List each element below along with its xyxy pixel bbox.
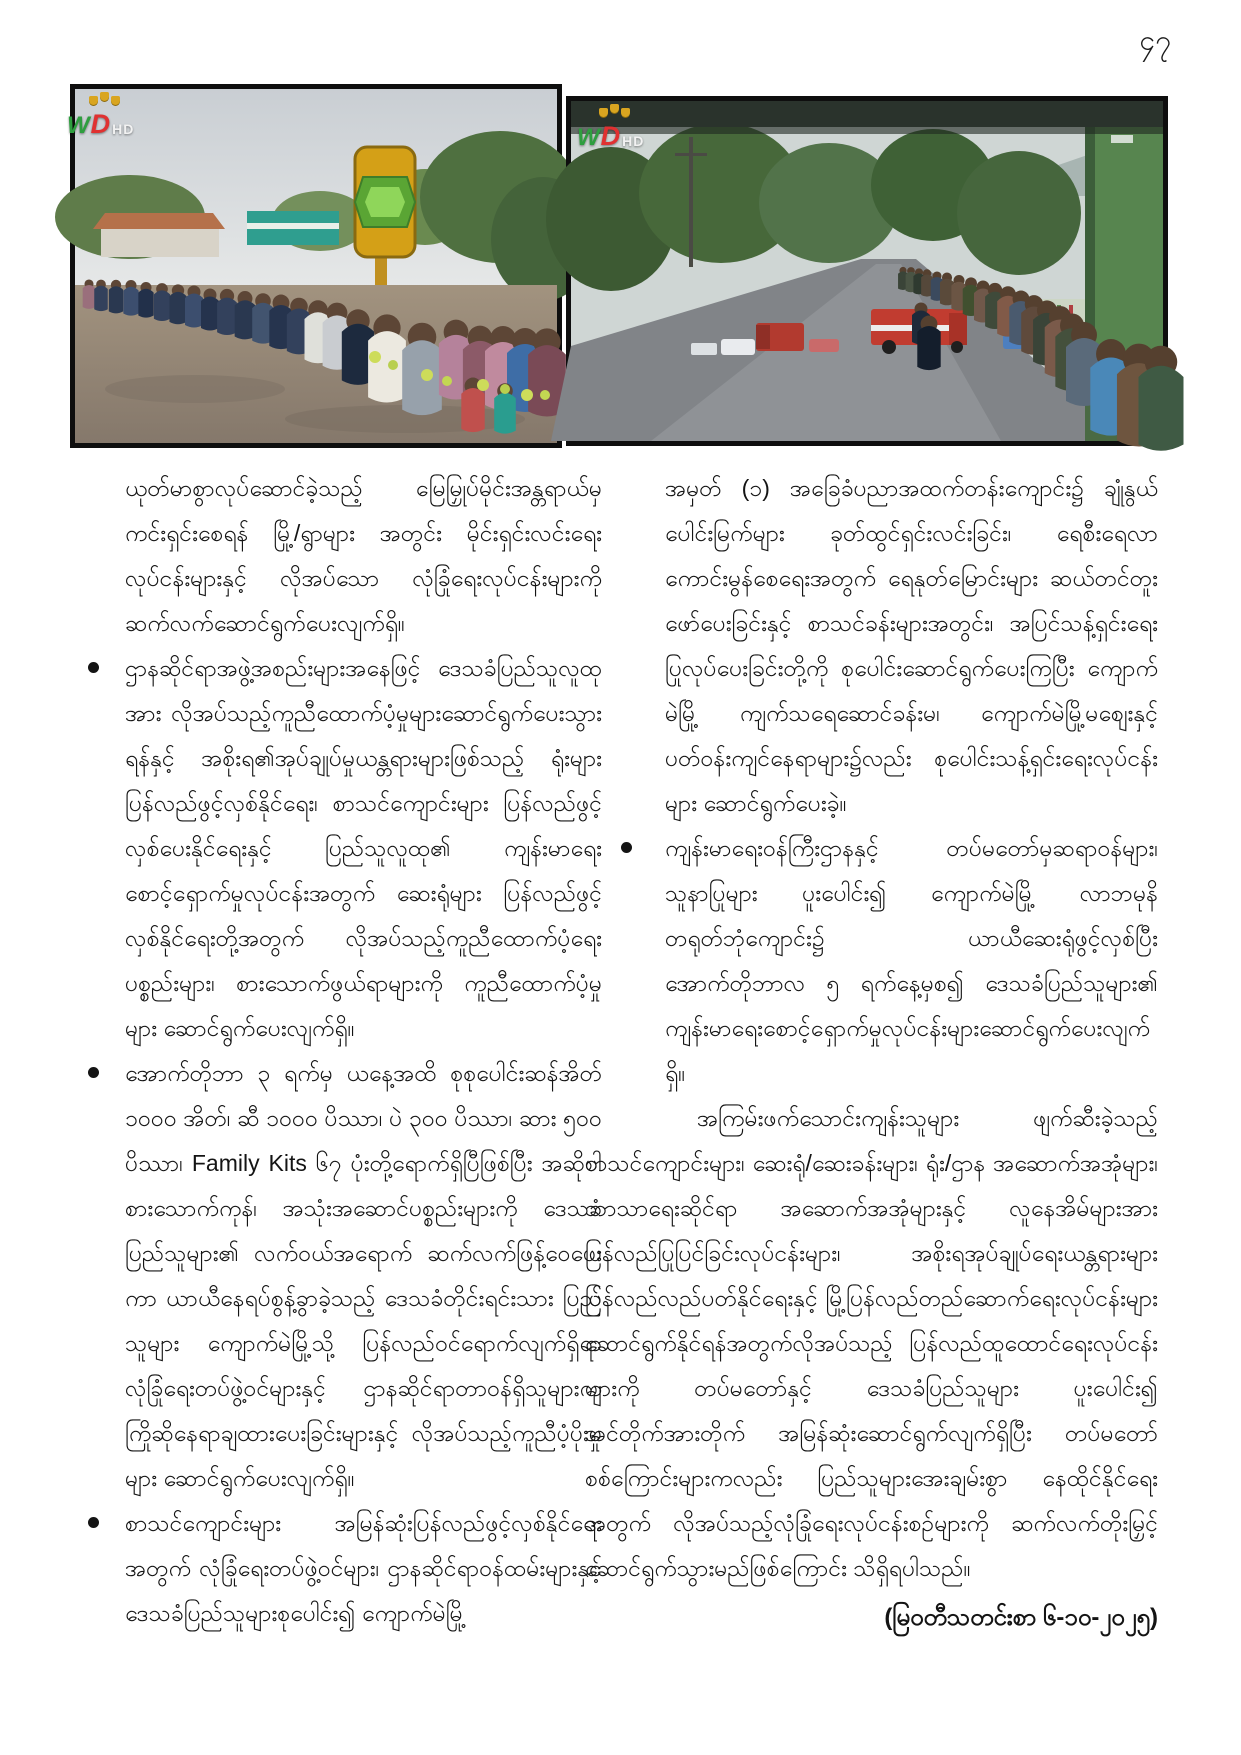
source-attribution: (မြဝတီသတင်းစာ ၆-၁၀-၂၀၂၅) xyxy=(884,1604,1158,1631)
bullet-icon xyxy=(88,1067,99,1078)
bullet-icon xyxy=(88,662,99,673)
logo-letter-w: W xyxy=(67,112,90,139)
bullet-item xyxy=(85,1501,602,1636)
photo-left xyxy=(67,84,562,448)
paragraph-continued: ယုတ်မာစွာလုပ်ဆောင်ခဲ့သည့် မြေမြှုပ်မိုင်းအန္တရာယ်မှ ကင်းရှင်းစေရန် မြို့/ရွာများ အတွင်း မိုင်းရှင်းလင်းရေး လုပ်ငန်းများနှင့် လိုအပ်သော လုံခြုံရေးလုပ်ငန်းများကို ဆက်လက်ဆောင်ရွက်ပေးလျက်ရှိ။ xyxy=(125,475,602,636)
logo-letter-hd: HD xyxy=(622,133,645,149)
bullet-text: ဌာနဆိုင်ရာအဖွဲ့အစည်းများအနေဖြင့် ဒေသခံပြည်သူလူထုအား လိုအပ်သည့်ကူညီထောက်ပံ့မှုများဆောင်ရွက်ပေးသွားရန်နှင့် အစိုးရ၏အုပ်ချုပ်မှုယန္တရားများဖြစ်သည့် ရုံးများပြန်လည်ဖွင့်လှစ်နိုင်ရေး၊ စာသင်ကျောင်းများ ပြန်လည်ဖွင့်လှစ်ပေးနိုင်ရေးနှင့် ပြည်သူလူထု၏ ကျန်းမာရေးစောင့်ရှောက်မှုလုပ်ငန်းအတွက် ဆေးရုံများ ပြန်လည်ဖွင့်လှစ်နိုင်ရေးတို့အတွက် လိုအပ်သည့်ကူညီထောက်ပံ့ရေးပစ္စည်းများ၊ စားသောက်ဖွယ်ရာများကို ကူညီထောက်ပံ့မှုများ ဆောင်ရွက်ပေးလျက်ရှိ။ xyxy=(125,655,602,1041)
photo-left-scene xyxy=(75,89,557,443)
bullet-item xyxy=(85,1051,602,1501)
logo-letter-w: W xyxy=(577,124,600,151)
logo-letter-d: D xyxy=(600,121,621,151)
bullet-continuation-text: အမှတ် (၁) အခြေခံပညာအထက်တန်းကျောင်း၌ ချုံနွယ်ပေါင်းမြက်များ ခုတ်ထွင်ရှင်းလင်းခြင်း၊ ရေစီးရေလာကောင်းမွန်စေရေးအတွက် ရေနုတ်မြောင်းများ ဆယ်တင်တူးဖော်ပေးခြင်းနှင့် စာသင်ခန်းများအတွင်း၊ အပြင်သန့်ရှင်းရေးပြုလုပ်ပေးခြင်းတို့ကို စုပေါင်းဆောင်ရွက်ပေးကြပြီး ကျောက်မဲမြို့ ကျက်သရေဆောင်ခန်းမ၊ ကျောက်မဲမြို့မစျေးနှင့် ပတ်ဝန်းကျင်နေရာများ၌လည်း စုပေါင်းသန့်ရှင်းရေးလုပ်ငန်းများ ဆောင်ရွက်ပေးခဲ့။ xyxy=(665,475,1158,816)
bullet-text: ကျန်းမာရေးဝန်ကြီးဌာနနှင့် တပ်မတော်မှဆရာဝန်များ၊ သူနာပြုများ ပူးပေါင်း၍ ကျောက်မဲမြို့ လာဘမုနိ တရုတ်ဘုံကျောင်း၌ ယာယီဆေးရုံဖွင့်လှစ်ပြီး အောက်တိုဘာလ ၅ ရက်နေ့မှစ၍ ဒေသခံပြည်သူများ၏ ကျန်းမာရေးစောင့်ရှောက်မှုလုပ်ငန်းများဆောင်ရွက်ပေးလျက်ရှိ။ xyxy=(665,835,1158,1086)
photo-right-scene xyxy=(571,101,1163,441)
bullet-item xyxy=(585,826,1158,1096)
bullet-icon xyxy=(88,1517,99,1528)
bullet-text: အောက်တိုဘာ ၃ ရက်မှ ယနေ့အထိ စုစုပေါင်းဆန်အိတ် ၁၀၀၀ အိတ်၊ ဆီ ၁၀၀၀ ပိဿာ၊ ပဲ ၃၀၀ ပိဿာ၊ ဆား ၅၀၀ ပိဿာ၊ Family Kits ၆၇ ပုံးတို့ရောက်ရှိပြီဖြစ်ပြီး အဆိုပါစားသောက်ကုန်၊ အသုံးအဆောင်ပစ္စည်းများကို ဒေသခံပြည်သူများ၏ လက်ဝယ်အရောက် ဆက်လက်ဖြန့်ဝေပေးကာ ယာယီနေရပ်စွန့်ခွာခဲ့သည့် ဒေသခံတိုင်းရင်းသား ပြည်သူများ ကျောက်မဲမြို့သို့ ပြန်လည်ဝင်ရောက်လျက်ရှိရာ လုံခြုံရေးတပ်ဖွဲ့ဝင်များနှင့် ဌာနဆိုင်ရာတာဝန်ရှိသူများက ကြိုဆိုနေရာချထားပေးခြင်းများနှင့် လိုအပ်သည့်ကူညီပံ့ပိုးမှုများ ဆောင်ရွက်ပေးလျက်ရှိ။ xyxy=(125,1060,602,1491)
article-column-left xyxy=(85,466,602,1636)
logo-letter-hd: HD xyxy=(112,121,135,137)
bullet-text: စာသင်ကျောင်းများ အမြန်ဆုံးပြန်လည်ဖွင့်လှစ်နိုင်ရေးအတွက် လုံခြုံရေးတပ်ဖွဲ့ဝင်များ၊ ဌာနဆိုင်ရာဝန်ထမ်းများနှင့် ဒေသခံပြည်သူများစုပေါင်း၍ ကျောက်မဲမြို့ xyxy=(125,1510,602,1626)
bullet-item xyxy=(85,646,602,1051)
logo-letter-d: D xyxy=(90,109,111,139)
bullet-icon xyxy=(621,842,632,853)
page-number: ၄၇ xyxy=(1139,25,1171,56)
photo-right xyxy=(566,96,1168,446)
closing-paragraph: အကြမ်းဖက်သောင်းကျန်းသူများ ဖျက်ဆီးခဲ့သည့် စာသင်ကျောင်းများ၊ ဆေးရုံ/ဆေးခန်းများ၊ ရုံး/ဌာန အဆောက်အအုံများ၊ ဘာသာရေးဆိုင်ရာ အဆောက်အအုံများနှင့် လူနေအိမ်များအား ပြန်လည်ပြုပြင်ခြင်းလုပ်ငန်းများ၊ အစိုးရအုပ်ချုပ်ရေးယန္တရားများ ပြန်လည်လည်ပတ်နိုင်ရေးနှင့် မြို့ပြန်လည်တည်ဆောက်ရေးလုပ်ငန်းများ ဆောင်ရွက်နိုင်ရန်အတွက်လိုအပ်သည့် ပြန်လည်ထူထောင်ရေးလုပ်ငန်းများကို တပ်မတော်နှင့် ဒေသခံပြည်သူများ ပူးပေါင်း၍ အင်တိုက်အားတိုက် အမြန်ဆုံးဆောင်ရွက်လျက်ရှိပြီး တပ်မတော်စစ်ကြောင်းများကလည်း ပြည်သူများအေးချမ်းစွာ နေထိုင်နိုင်ရေးအတွက် လိုအပ်သည့်လုံခြုံရေးလုပ်ငန်းစဉ်များကို ဆက်လက်တိုးမြှင့်ဆောင်ရွက်သွားမည်ဖြစ်ကြောင်း သိရှိရပါသည်။ xyxy=(585,1105,1158,1581)
article-column-right xyxy=(585,466,1158,1640)
